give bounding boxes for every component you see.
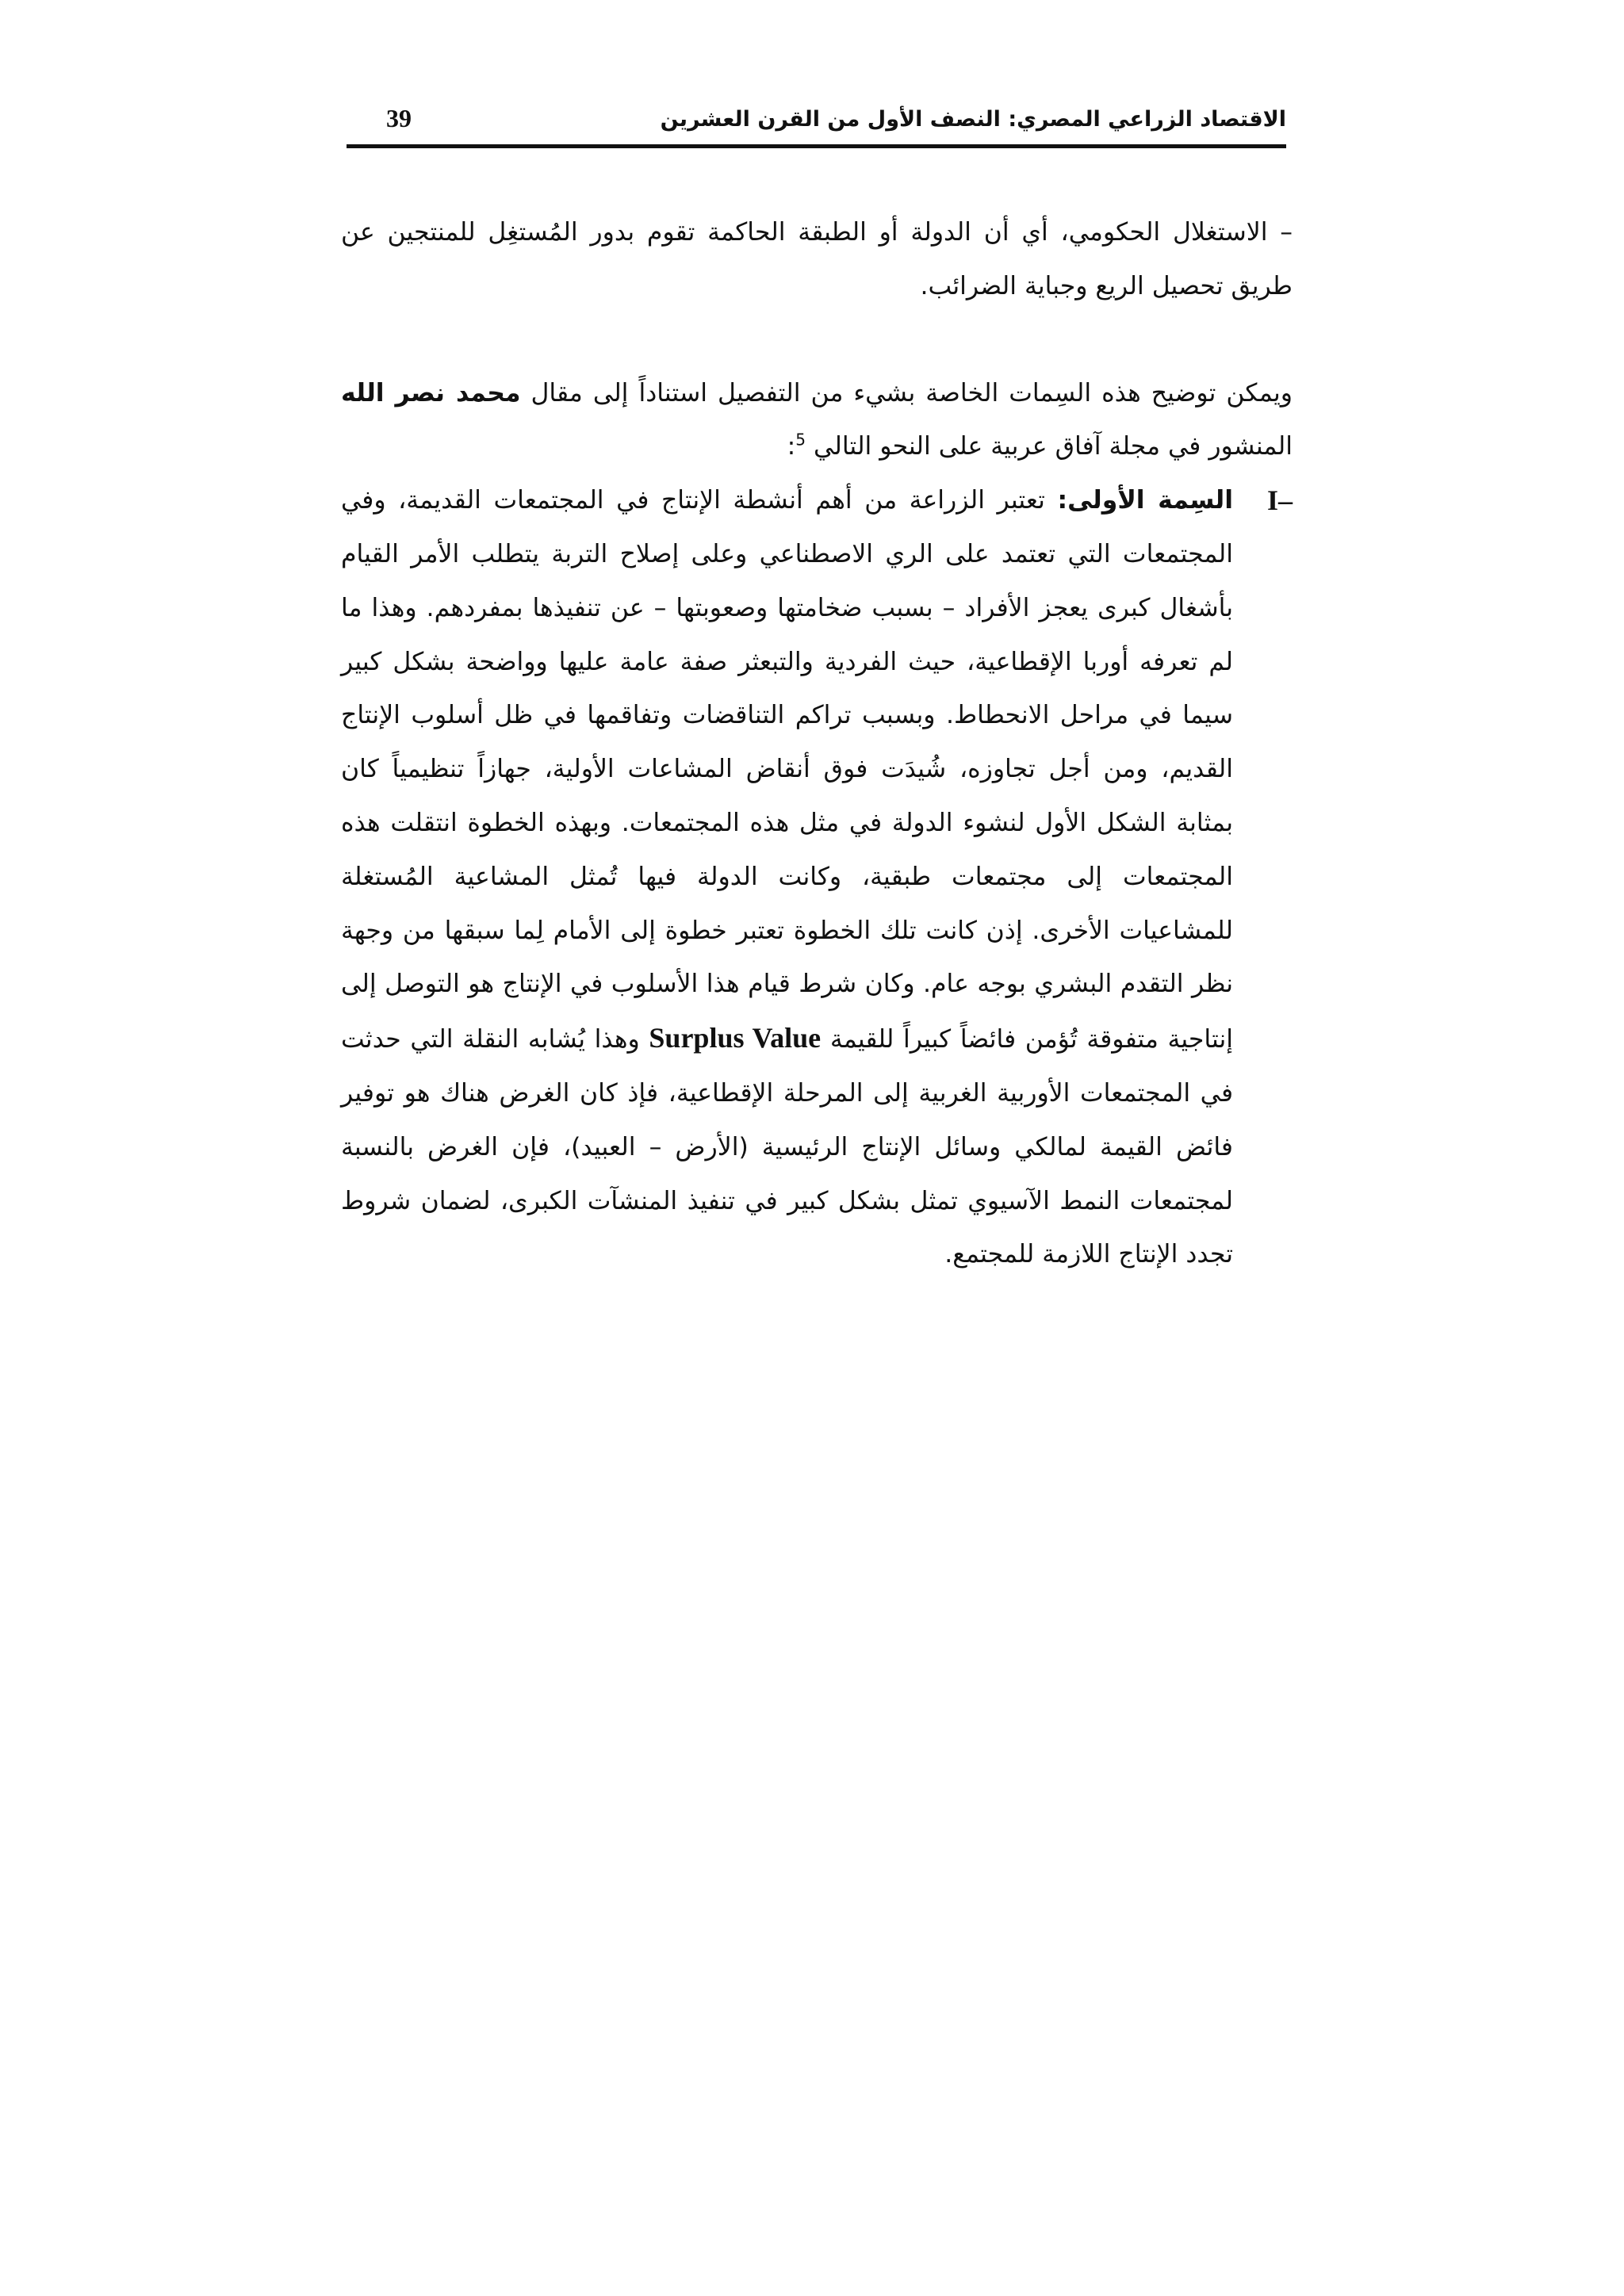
- paragraph-intro-lead: ويمكن توضيح هذه السِمات الخاصة بشيء من التفصيل استناداً إلى مقال: [530, 378, 1293, 408]
- feature-text-after: وهذا يُشابه النقلة التي حدثت في المجتمعات الأوربية الغربية إلى المرحلة الإقطاعية، فإذ كان الغرض هناك هو توفير فائض القيمة لمالكي وسائل الإنتاج الرئيسية (الأرض – العبيد)، فإن الغرض بالنسبة لمجتمعات النمط الآسيوي تمثل بشكل كبير في تنفيذ المنشآت الكبرى، لضمان شروط تجدد الإنتاج اللازمة للمجتمع.: [341, 1025, 1233, 1269]
- list-marker: I–: [1266, 484, 1293, 517]
- paragraph-intro: [341, 367, 1293, 475]
- header-rule: [347, 144, 1286, 148]
- running-title: الاقتصاد الزراعي المصري: النصف الأول من القرن العشرين: [660, 107, 1286, 132]
- page-header: [347, 99, 1286, 147]
- feature-title: السِمة الأولى:: [1057, 486, 1234, 515]
- paragraph-exploitation: [341, 206, 1293, 314]
- paragraph-exploitation-text: – الاستغلال الحكومي، أي أن الدولة أو الطبقة الحاكمة تقوم بدور المُستغِل للمنتجين عن طريق تحصيل الريع وجباية الضرائب.: [341, 218, 1293, 300]
- feature-text-before: تعتبر الزراعة من أهم أنشطة الإنتاج في المجتمعات القديمة، وفي المجتمعات التي تعتمد على الري الاصطناعي وعلى إصلاح التربة يتطلب الأمر القيام بأشغال كبرى يعجز الأفراد – بسبب ضخامتها وصعوبتها – عن تنفيذها بمفردهم. وهذا ما لم تعرفه أوربا الإقطاعية، حيث الفردية والتبعثر صفة عامة عليها وواضحة بشكل كبير سيما في مراحل الانحطاط. وبسبب تراكم التناقضات وتفاقمها في ظل أسلوب الإنتاج القديم، ومن أجل تجاوزه، شُيدَت فوق أنقاض المشاعات الأولية، جهازاً تنظيمياً كان بمثابة الشكل الأول لنشوء الدولة في مثل هذه المجتمعات. وبهذه الخطوة انتقلت هذه المجتمعات إلى مجتمعات طبقية، وكانت الدولة فيها تُمثل المشاعية المُستغلة للمشاعيات الأخرى. إذن كانت تلك الخطوة تعتبر خطوة إلى الأمام لِما سبقها من وجهة نظر التقدم البشري بوجه عام. وكان شرط قيام هذا الأسلوب في الإنتاج هو التوصل إلى إنتاجية متفوقة تُؤمن فائضاً كبيراً للقيمة: [341, 486, 1234, 1054]
- list-item-first-feature: [341, 474, 1293, 1282]
- paragraph-intro-end: :: [787, 432, 796, 461]
- footnote-ref[interactable]: 5: [795, 430, 806, 450]
- body-text: [341, 206, 1293, 1282]
- page-number: 39: [386, 104, 412, 132]
- author-name: محمد نصر الله: [341, 378, 521, 408]
- surplus-value-term: Surplus Value: [649, 1022, 822, 1054]
- paragraph-intro-tail: المنشور في مجلة آفاق عربية على النحو التالي: [813, 432, 1293, 461]
